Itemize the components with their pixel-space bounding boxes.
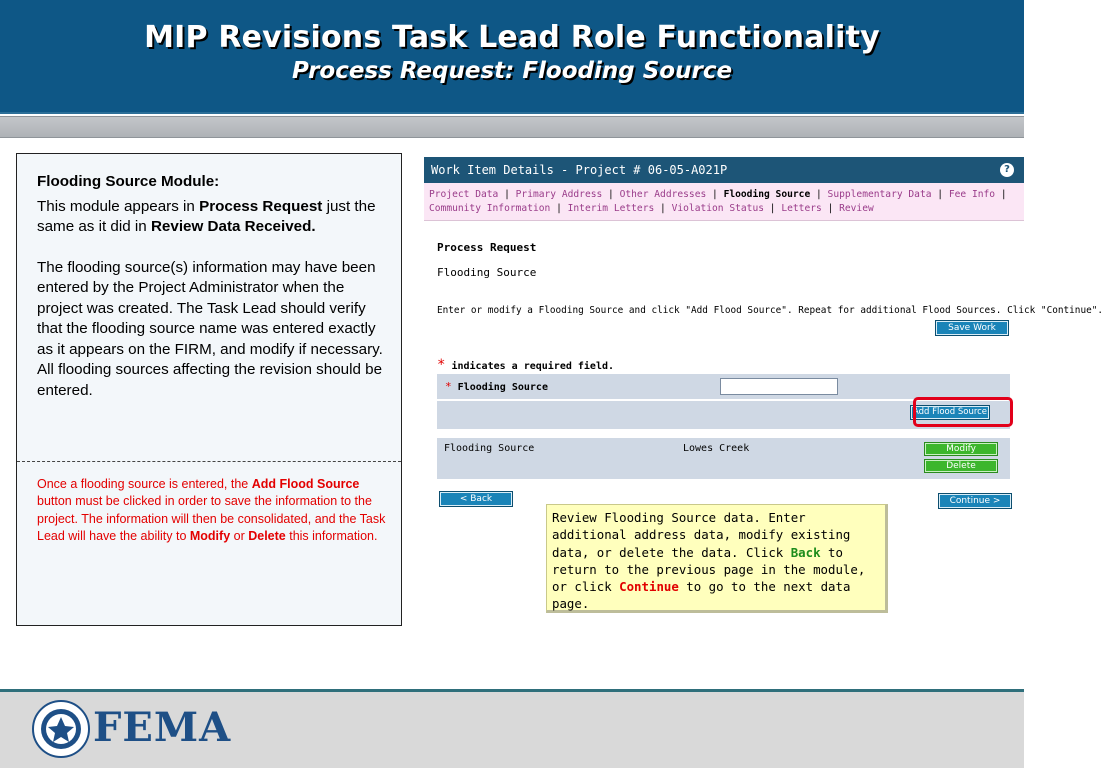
section-nav — [424, 183, 1024, 221]
back-button[interactable]: < Back — [439, 491, 513, 507]
nav-supplementary-data[interactable]: Supplementary Data — [827, 189, 932, 200]
note-text: Once a flooding source is entered, the — [37, 477, 252, 491]
header — [0, 0, 1024, 114]
nav-separator: | — [821, 203, 840, 214]
required-asterisk: * — [437, 357, 446, 373]
note-text-3: or — [230, 529, 249, 544]
instructions-text: Enter or modify a Flooding Source and click "Add Flood Source". Repeat for additional Flood Sources. Click "Continue". — [437, 305, 1103, 316]
required-asterisk: * — [445, 380, 452, 393]
window-title: Work Item Details - Project # 06-05-A021P — [431, 163, 728, 177]
app-screenshot — [424, 157, 1103, 519]
nav-fee-info[interactable]: Fee Info — [948, 189, 996, 200]
nav-separator: | — [498, 189, 516, 200]
nav-flooding-source[interactable]: Flooding Source — [723, 189, 811, 200]
panel-divider — [17, 461, 401, 462]
tooltip-text-2: to return to the previous page in the module, or click — [552, 544, 866, 595]
note-bold-add-flood-source: Add Flood Source — [251, 477, 360, 491]
list-flooding-source-label: Flooding Source — [444, 443, 535, 454]
explanation-panel — [16, 153, 402, 626]
module-intro — [37, 197, 389, 238]
note-bold-delete: Delete — [248, 529, 286, 544]
help-icon[interactable]: ? — [1000, 163, 1014, 177]
window-title-bar — [424, 157, 1024, 183]
required-note-text: indicates a required field. — [445, 361, 615, 372]
note-text-4: this information. — [285, 529, 378, 544]
required-field-note — [437, 357, 614, 373]
nav-separator: | — [764, 203, 782, 214]
flooding-source-subheading: Flooding Source — [437, 266, 537, 279]
slide-subtitle: Process Request: Flooding Source — [291, 58, 733, 84]
tooltip-callout — [546, 504, 888, 613]
add-button-highlight — [913, 397, 1013, 427]
flooding-source-label — [445, 380, 548, 393]
tooltip-text-3: to go to the next data page. — [552, 579, 851, 612]
tooltip-continue: Continue — [619, 579, 679, 595]
nav-letters[interactable]: Letters — [781, 203, 822, 214]
nav-separator: | — [550, 203, 568, 214]
nav-other-addresses[interactable]: Other Addresses — [619, 189, 707, 200]
nav-separator: | — [995, 189, 1007, 200]
nav-separator: | — [654, 203, 672, 214]
nav-separator: | — [602, 189, 620, 200]
save-work-button[interactable]: Save Work — [935, 320, 1009, 336]
nav-community-information[interactable]: Community Information — [429, 203, 551, 214]
nav-primary-address[interactable]: Primary Address — [515, 189, 603, 200]
nav-separator: | — [931, 189, 949, 200]
slide-title: MIP Revisions Task Lead Role Functionality — [144, 20, 880, 55]
module-description: The flooding source(s) information may have been entered by the Project Administrator when the project was created. The Task Lead should verify that the flooding source name was entered exactly as it appears on the FIRM, and modify if necessary. All flooding sources affecting the revision should be entered. — [37, 258, 383, 399]
flooding-source-label-text: Flooding Source — [457, 382, 548, 393]
dhs-seal-icon — [32, 700, 90, 758]
nav-interim-letters[interactable]: Interim Letters — [567, 203, 655, 214]
note-text-2: button must be clicked in order to save the information to the project. The information will then be consolidated, and the Task Lead will have the ability to — [37, 494, 386, 544]
tooltip-back: Back — [790, 544, 821, 560]
note-bold-modify: Modify — [189, 529, 231, 544]
intro-text: This module appears in — [37, 197, 200, 215]
fema-logo-text: FEMA — [93, 704, 232, 751]
nav-review[interactable]: Review — [839, 203, 874, 214]
flooding-source-input[interactable] — [720, 378, 838, 395]
nav-violation-status[interactable]: Violation Status — [671, 203, 765, 214]
nav-separator: | — [810, 189, 828, 200]
intro-text-2: just the same as it did in — [37, 197, 376, 235]
module-heading: Flooding Source Module: — [37, 173, 220, 190]
continue-button[interactable]: Continue > — [938, 493, 1012, 509]
tooltip-text: Review Flooding Source data. Enter additional address data, modify existing data, or delete the data. Click — [552, 510, 851, 560]
list-flooding-source-value: Lowes Creek — [683, 443, 750, 454]
modify-button[interactable]: Modify — [924, 442, 998, 456]
delete-button[interactable]: Delete — [924, 459, 998, 473]
nav-project-data[interactable]: Project Data — [429, 189, 499, 200]
process-request-heading: Process Request — [437, 241, 537, 254]
nav-separator: | — [706, 189, 724, 200]
intro-bold-process-request: Process Request — [199, 197, 323, 215]
explanation-upper — [17, 154, 401, 462]
intro-bold-review-data: Review Data Received. — [150, 218, 316, 235]
header-band — [0, 116, 1024, 138]
add-flood-source-button[interactable]: Add Flood Source — [910, 405, 990, 420]
explanation-note — [17, 476, 401, 546]
